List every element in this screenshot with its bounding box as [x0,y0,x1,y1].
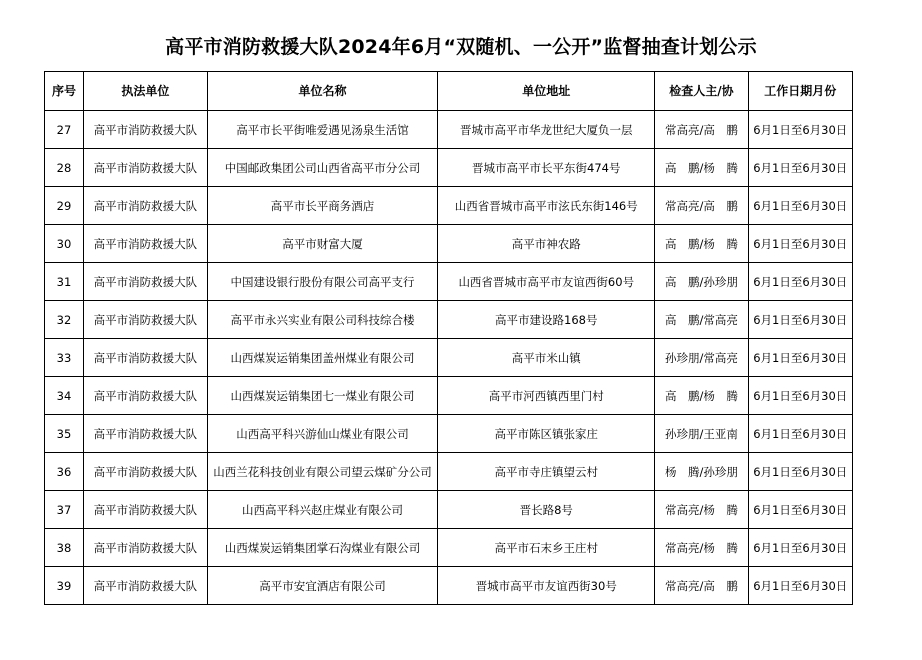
table-header-row [45,72,853,111]
cell-unit-address: 山西省晋城市高平市泫氏东街146号 [438,187,655,225]
cell-unit-name: 高平市长平商务酒店 [207,187,437,225]
cell-serial-no: 29 [45,187,84,225]
cell-unit-address: 晋长路8号 [438,491,655,529]
header-unit-name: 单位名称 [207,72,437,111]
cell-unit-address: 晋城市高平市华龙世纪大厦负一层 [438,111,655,149]
cell-serial-no: 36 [45,453,84,491]
cell-enforcement-unit: 高平市消防救援大队 [83,491,207,529]
cell-work-period: 6月1日至6月30日 [748,567,853,605]
cell-work-period: 6月1日至6月30日 [748,187,853,225]
cell-unit-name: 山西兰花科技创业有限公司望云煤矿分公司 [207,453,437,491]
cell-unit-name: 山西高平科兴赵庄煤业有限公司 [207,491,437,529]
table-row [45,187,853,225]
cell-inspectors: 高 鹏/杨 腾 [655,149,748,187]
table-row [45,263,853,301]
cell-serial-no: 32 [45,301,84,339]
cell-unit-name: 高平市永兴实业有限公司科技综合楼 [207,301,437,339]
cell-unit-address: 高平市石末乡王庄村 [438,529,655,567]
cell-unit-name: 高平市财富大厦 [207,225,437,263]
cell-inspectors: 常高亮/杨 腾 [655,491,748,529]
cell-work-period: 6月1日至6月30日 [748,453,853,491]
table-row [45,111,853,149]
cell-work-period: 6月1日至6月30日 [748,225,853,263]
cell-serial-no: 34 [45,377,84,415]
cell-enforcement-unit: 高平市消防救援大队 [83,225,207,263]
header-work-period: 工作日期月份 [748,72,853,111]
header-unit-address: 单位地址 [438,72,655,111]
cell-unit-address: 高平市寺庄镇望云村 [438,453,655,491]
cell-serial-no: 33 [45,339,84,377]
cell-work-period: 6月1日至6月30日 [748,111,853,149]
cell-enforcement-unit: 高平市消防救援大队 [83,567,207,605]
cell-work-period: 6月1日至6月30日 [748,415,853,453]
cell-unit-address: 晋城市高平市长平东街474号 [438,149,655,187]
cell-serial-no: 37 [45,491,84,529]
table-row [45,149,853,187]
cell-inspectors: 孙珍朋/王亚南 [655,415,748,453]
cell-enforcement-unit: 高平市消防救援大队 [83,453,207,491]
cell-enforcement-unit: 高平市消防救援大队 [83,377,207,415]
cell-enforcement-unit: 高平市消防救援大队 [83,415,207,453]
cell-unit-address: 高平市河西镇西里门村 [438,377,655,415]
cell-work-period: 6月1日至6月30日 [748,149,853,187]
cell-unit-name: 山西煤炭运销集团掌石沟煤业有限公司 [207,529,437,567]
cell-inspectors: 高 鹏/杨 腾 [655,377,748,415]
cell-unit-name: 中国建设银行股份有限公司高平支行 [207,263,437,301]
header-enforcement-unit: 执法单位 [83,72,207,111]
cell-serial-no: 28 [45,149,84,187]
cell-unit-address: 山西省晋城市高平市友谊西街60号 [438,263,655,301]
cell-serial-no: 31 [45,263,84,301]
cell-serial-no: 39 [45,567,84,605]
cell-unit-address: 高平市神农路 [438,225,655,263]
cell-enforcement-unit: 高平市消防救援大队 [83,339,207,377]
table-row [45,339,853,377]
table-row [45,377,853,415]
table-row [45,225,853,263]
cell-enforcement-unit: 高平市消防救援大队 [83,529,207,567]
cell-inspectors: 高 鹏/孙珍朋 [655,263,748,301]
cell-work-period: 6月1日至6月30日 [748,301,853,339]
cell-unit-name: 山西煤炭运销集团盖州煤业有限公司 [207,339,437,377]
table-row [45,453,853,491]
cell-work-period: 6月1日至6月30日 [748,377,853,415]
cell-inspectors: 常高亮/高 鹏 [655,111,748,149]
cell-enforcement-unit: 高平市消防救援大队 [83,111,207,149]
table-row [45,567,853,605]
header-serial-no: 序号 [45,72,84,111]
cell-unit-name: 高平市安宜酒店有限公司 [207,567,437,605]
cell-unit-address: 高平市陈区镇张家庄 [438,415,655,453]
table-row [45,415,853,453]
cell-inspectors: 高 鹏/常高亮 [655,301,748,339]
cell-enforcement-unit: 高平市消防救援大队 [83,301,207,339]
cell-serial-no: 30 [45,225,84,263]
cell-unit-address: 高平市建设路168号 [438,301,655,339]
cell-inspectors: 常高亮/高 鹏 [655,567,748,605]
cell-inspectors: 孙珍朋/常高亮 [655,339,748,377]
cell-inspectors: 常高亮/杨 腾 [655,529,748,567]
table-row [45,301,853,339]
cell-unit-name: 山西煤炭运销集团七一煤业有限公司 [207,377,437,415]
cell-work-period: 6月1日至6月30日 [748,491,853,529]
cell-serial-no: 35 [45,415,84,453]
cell-enforcement-unit: 高平市消防救援大队 [83,263,207,301]
cell-unit-name: 中国邮政集团公司山西省高平市分公司 [207,149,437,187]
cell-serial-no: 38 [45,529,84,567]
cell-enforcement-unit: 高平市消防救援大队 [83,149,207,187]
cell-inspectors: 高 鹏/杨 腾 [655,225,748,263]
page-title: 高平市消防救援大队2024年6月“双随机、一公开”监督抽查计划公示 [165,36,757,58]
table-row [45,491,853,529]
inspection-plan-table [44,71,853,605]
cell-unit-name: 山西高平科兴游仙山煤业有限公司 [207,415,437,453]
cell-unit-address: 晋城市高平市友谊西街30号 [438,567,655,605]
cell-work-period: 6月1日至6月30日 [748,339,853,377]
cell-unit-address: 高平市米山镇 [438,339,655,377]
cell-serial-no: 27 [45,111,84,149]
table-row [45,529,853,567]
cell-enforcement-unit: 高平市消防救援大队 [83,187,207,225]
cell-inspectors: 杨 腾/孙珍朋 [655,453,748,491]
cell-inspectors: 常高亮/高 鹏 [655,187,748,225]
cell-work-period: 6月1日至6月30日 [748,263,853,301]
cell-unit-name: 高平市长平街唯爱遇见汤泉生活馆 [207,111,437,149]
cell-work-period: 6月1日至6月30日 [748,529,853,567]
header-inspectors: 检查人主/协 [655,72,748,111]
